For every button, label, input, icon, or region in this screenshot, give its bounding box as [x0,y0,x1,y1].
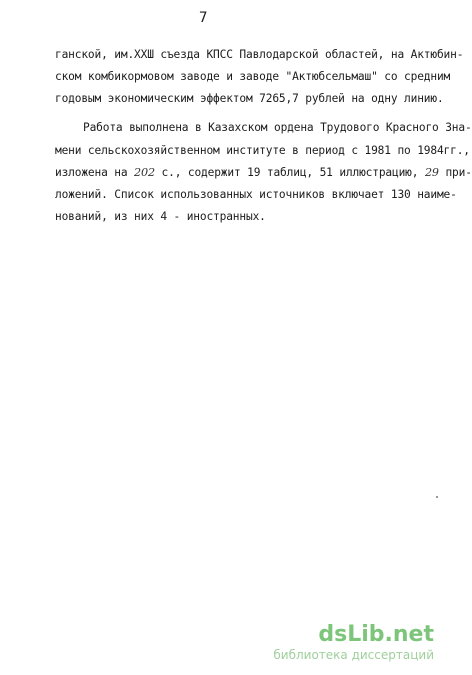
text-line: ганской, им.XXШ съезда КПСС Павлодарской областей, на Актюбин- [55,48,464,61]
watermark [273,624,434,662]
text-line: мени сельскохозяйственном институте в период с 1981 по 1984гг., [55,144,470,157]
page-number: 7 [199,10,208,26]
logo-lib: Lib [347,622,385,647]
text-line: годовым экономическим эффектом 7265,7 рублей на одну линию. [55,92,444,105]
logo-net: .net [384,622,434,647]
text-line: ском комбикормовом заводе и заводе "Актюбсельмаш" со средним [55,70,451,83]
text-line: Работа выполнена в Казахском ордена Трудового Красного Зна- [83,121,472,134]
text-span: изложена на [55,166,135,179]
text-span: при- [438,166,472,179]
text-line: нований, из них 4 - иностранных. [55,210,266,223]
logo-ds: ds [318,622,348,647]
text-span: с., содержит 19 таблиц, 51 иллюстрацию, [154,166,425,179]
handwritten-page-count: 202 [134,166,155,179]
scan-speck [436,496,438,498]
text-line: ложений. Список использованных источников включает 130 наиме- [55,188,457,201]
text-line [55,166,472,179]
watermark-logo [273,624,434,646]
handwritten-appendix-count: 29 [424,166,439,179]
watermark-subtitle: библиотека диссертаций [273,648,434,662]
